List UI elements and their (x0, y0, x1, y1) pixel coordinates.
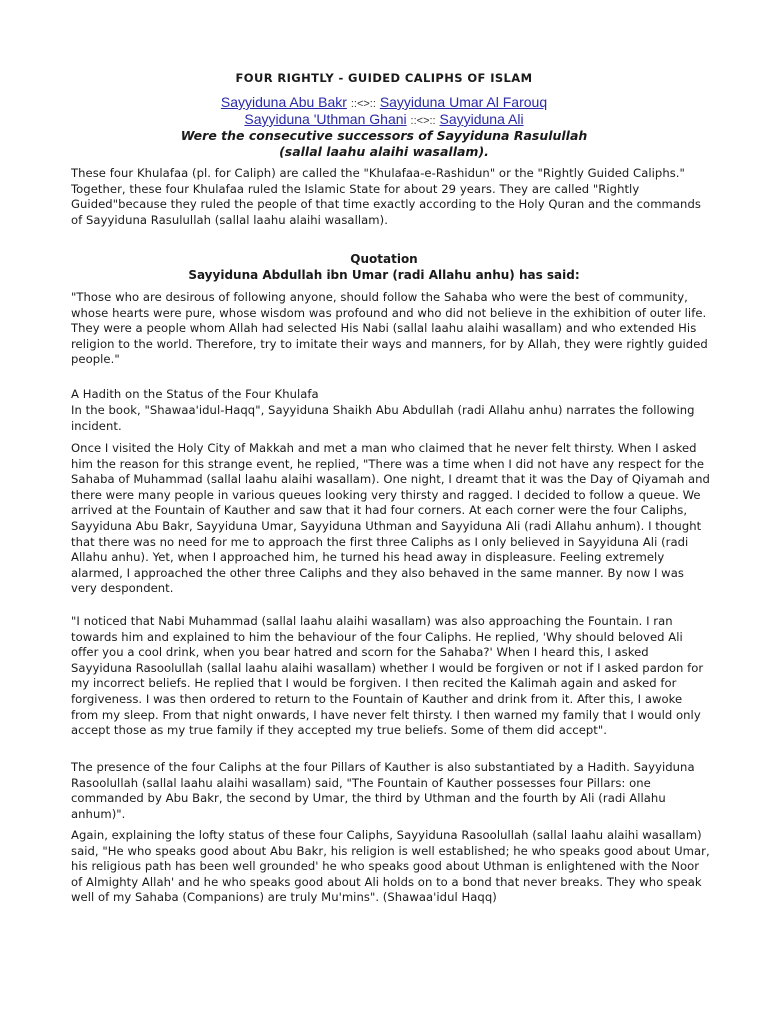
caliph-links-row-1 (0, 94, 768, 110)
link-ali[interactable]: Sayyiduna Ali (439, 111, 524, 127)
link-separator: ::<>:: (410, 115, 436, 127)
hadith-paragraph-1: Once I visited the Holy City of Makkah and met a man who claimed that he never felt thirsty. When I asked him the reason for this strange event, he replied, "There was a time when I did not have any respect for the Sahaba of Muhammad (sallal laahu alaihi wasallam). One night, I dreamt that it was the Day of Qiyamah and there were many people in various queues looking very thirsty and ragged. I decided to follow a queue. We arrived at the Fountain of Kauther and saw that it had four corners. At each corner were the four Caliphs, Sayyiduna Abu Bakr, Sayyiduna Umar, Sayyiduna Uthman and Sayyiduna Ali (radi Allahu anhum). I thought that there was no need for me to approach the first three Caliphs as I only believed in Sayyiduna Ali (radi Allahu anhu). Yet, when I approached him, he turned his head away in displeasure. Feeling extremely alarmed, I approached the other three Caliphs and they also behaved in the same manner. By now I was very despondent. (71, 441, 710, 596)
hadith-paragraph-4: Again, explaining the lofty status of these four Caliphs, Sayyiduna Rasoolullah (sallal laahu alaihi wasallam) said, "He who speaks good about Abu Bakr, his religion is well established; he who speaks good about Umar, his religious path has been well grounded' he who speaks good about Uthman is enlightened with the Noor of Almighty Allah' and he who speaks good about Ali holds on to a bond that never breaks. They who speak well of my Sahaba (Companions) are truly Mu'mins". (Shawaa'idul Haqq) (71, 828, 710, 905)
link-umar[interactable]: Sayyiduna Umar Al Farouq (379, 94, 548, 110)
page-title: FOUR RIGHTLY - GUIDED CALIPHS OF ISLAM (235, 71, 533, 85)
subtitle-line-1: Were the consecutive successors of Sayyiduna Rasulullah (180, 128, 588, 143)
link-uthman[interactable]: Sayyiduna 'Uthman Ghani (244, 111, 407, 127)
quotation-text: "Those who are desirous of following anyone, should follow the Sahaba who were the best of community, whose hearts were pure, whose wisdom was profound and who did not believe in the exhibition of outer life. They were a people whom Allah had selected His Nabi (sallal laahu alaihi wasallam) and who extended His religion to the world. Therefore, try to imitate their ways and manners, for by Allah, they were rightly guided people." (71, 290, 708, 367)
hadith-heading: A Hadith on the Status of the Four Khulafa (71, 387, 319, 401)
caliph-links-row-2 (0, 111, 768, 127)
hadith-intro: In the book, "Shawaa'idul-Haqq", Sayyiduna Shaikh Abu Abdullah (radi Allahu anhu) narrates the following incident. (71, 403, 695, 433)
hadith-paragraph-3: The presence of the four Caliphs at the four Pillars of Kauther is also substantiated by a Hadith. Sayyiduna Rasoolullah (sallal laahu alaihi wasallam) said, "The Fountain of Kauther possesses four Pillars: one commanded by Abu Bakr, the second by Umar, the third by Uthman and the fourth by Ali (radi Allahu anhum)". (71, 760, 695, 821)
hadith-paragraph-2: "I noticed that Nabi Muhammad (sallal laahu alaihi wasallam) was also approaching the Fountain. I ran towards him and explained to him the behaviour of the four Caliphs. He replied, 'Why should beloved Ali offer you a cool drink, when you bear hatred and scorn for the Sahaba?' When I heard this, I asked Sayyiduna Rasoolullah (sallal laahu alaihi wasallam) whether I would be forgiven or not if I asked pardon for my incorrect beliefs. He replied that I would be forgiven. I then recited the Kalimah again and asked for forgiveness. I was then ordered to return to the Fountain of Kauther and drink from it. After this, I awoke from my sleep. From that night onwards, I have never felt thirsty. I then warned my family that I would only accept those as my true family if they accepted my true beliefs. Some of them did accept". (71, 614, 704, 738)
link-abu-bakr[interactable]: Sayyiduna Abu Bakr (220, 94, 347, 110)
subtitle-line-2: (sallal laahu alaihi wasallam). (279, 144, 489, 159)
page-subtitle (0, 128, 768, 160)
quotation-attribution: Sayyiduna Abdullah ibn Umar (radi Allahu anhu) has said: (188, 268, 580, 282)
intro-paragraph: These four Khulafaa (pl. for Caliph) are called the "Khulafaa-e-Rashidun" or the "Rightly Guided Caliphs." Together, these four Khulafaa ruled the Islamic State for about 29 years. They are called "Rightly Guided"because they ruled the people of that time exactly according to the Holy Quran and the commands of Sayyiduna Rasulullah (sallal laahu alaihi wasallam). (71, 166, 701, 227)
quotation-heading: Quotation (350, 252, 418, 266)
link-separator: ::<>:: (350, 98, 376, 110)
quotation-heading-block (0, 251, 768, 283)
